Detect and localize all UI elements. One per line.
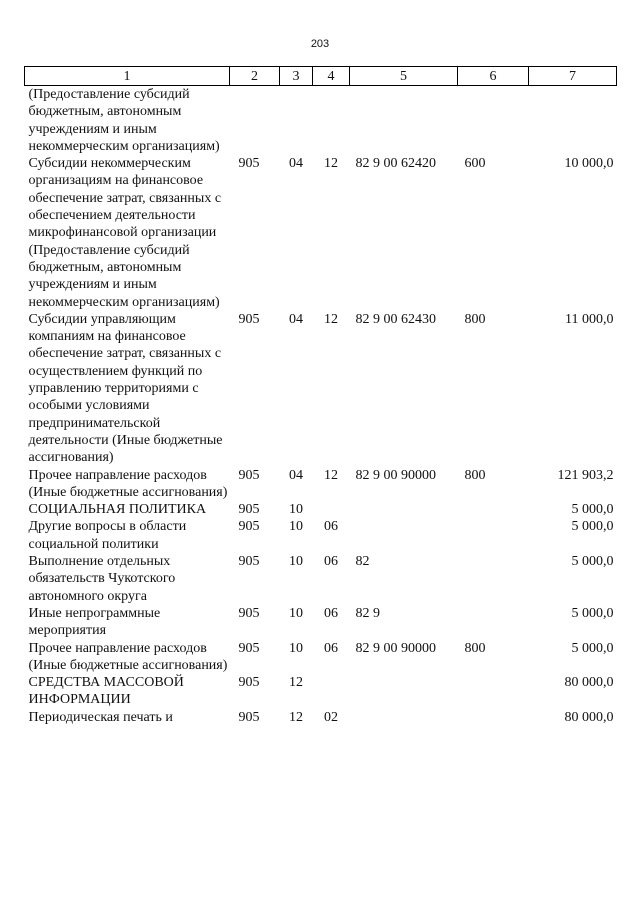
ministry-code: 905 [238,502,260,518]
section-code: 10 [289,640,303,656]
table-row [25,501,617,518]
expense-type [458,674,529,709]
item-name: Другие вопросы в области социальной политики [28,519,187,552]
col-header: 1 [25,67,230,86]
amount: 80 000,0 [564,709,614,725]
section-code: 12 [289,675,303,691]
amount: 10 000,0 [564,156,614,172]
amount: 5 000,0 [571,502,614,518]
subsection-code: 06 [324,640,338,656]
target-article [350,709,458,726]
section-code: 04 [289,467,303,483]
col-header: 3 [280,67,313,86]
item-name: Прочее направление расходов (Иные бюджетные ассигнования) [28,640,228,673]
amount [529,86,617,156]
target-article [350,501,458,518]
amount: 121 903,2 [557,467,614,483]
subsection-code: 06 [324,519,338,535]
subsection-code [313,674,350,709]
expense-type [458,605,529,640]
ministry-code: 905 [238,554,260,570]
item-name: Субсидии управляющим компаниям на финансовое обеспечение затрат, связанных с осуществлением функций по управлению территориями с особыми условиями предпринимательской деятельности (Иные бюджетные ассигнования) [28,311,223,466]
amount: 80 000,0 [564,675,614,691]
table-row [25,709,617,726]
subsection-code: 12 [324,311,338,327]
ministry-code: 905 [238,519,260,535]
table-row [25,311,617,467]
ministry-code [230,86,280,156]
target-article [350,518,458,553]
item-name: Периодическая печать и [28,709,173,725]
page-number: 203 [310,38,330,50]
target-article: 82 9 [355,605,380,621]
section-code: 10 [289,519,303,535]
amount: 5 000,0 [571,519,614,535]
table-row [25,155,617,311]
col-header: 2 [230,67,280,86]
target-article [350,674,458,709]
amount: 5 000,0 [571,605,614,621]
expense-type: 800 [464,467,486,483]
subsection-code: 06 [324,605,338,621]
subsection-code: 02 [324,709,338,725]
col-header: 6 [458,67,529,86]
target-article: 82 9 00 62430 [355,311,436,327]
table-row [25,605,617,640]
item-name: Прочее направление расходов (Иные бюджетные ассигнования) [28,467,228,500]
item-name: (Предоставление субсидий бюджетным, автономным учреждениям и иным некоммерческим организациям) [28,87,220,154]
ministry-code: 905 [238,156,260,172]
subsection-code: 06 [324,554,338,570]
expense-type [458,518,529,553]
ministry-code: 905 [238,311,260,327]
section-code [280,86,313,156]
col-header: 7 [529,67,617,86]
expense-type: 800 [464,311,486,327]
expense-type [458,709,529,726]
section-code: 10 [289,554,303,570]
section-code: 10 [289,502,303,518]
header-row [25,67,617,86]
ministry-code: 905 [238,605,260,621]
subsection-code [313,86,350,156]
ministry-code: 905 [238,467,260,483]
item-name: Субсидии некоммерческим организациям на финансовое обеспечение затрат, связанных с обеспечением деятельности микрофинансовой организации (Предоставление субсидий бюджетным, автономным учреждениям и иным некоммерческим организациям) [28,156,222,310]
table-row [25,86,617,156]
target-article: 82 [355,554,370,570]
ministry-code: 905 [238,709,260,725]
item-name: СРЕДСТВА МАССОВОЙ ИНФОРМАЦИИ [28,675,184,708]
ministry-code: 905 [238,640,260,656]
target-article: 82 9 00 90000 [355,640,436,656]
section-code: 04 [289,156,303,172]
target-article [350,86,458,156]
table-row [25,518,617,553]
section-code: 04 [289,311,303,327]
expense-type [458,86,529,156]
amount: 11 000,0 [565,311,614,327]
item-name: Иные непрограммные мероприятия [28,605,161,639]
table-row [25,467,617,502]
section-code: 10 [289,605,303,621]
section-code: 12 [289,709,303,725]
amount: 5 000,0 [571,640,614,656]
expense-type [458,501,529,518]
subsection-code [313,501,350,518]
amount: 5 000,0 [571,554,614,570]
expense-type: 600 [464,156,486,172]
table-row [25,553,617,605]
expense-type [458,553,529,605]
col-header: 4 [313,67,350,86]
budget-table [24,66,617,726]
table-row [25,674,617,709]
subsection-code: 12 [324,156,338,172]
item-name: Выполнение отдельных обязательств Чукотского автономного округа [28,554,176,604]
ministry-code: 905 [238,675,260,691]
target-article: 82 9 00 62420 [355,156,436,172]
table-row [25,640,617,675]
subsection-code: 12 [324,467,338,483]
col-header: 5 [350,67,458,86]
item-name: СОЦИАЛЬНАЯ ПОЛИТИКА [28,502,207,518]
target-article: 82 9 00 90000 [355,467,436,483]
expense-type: 800 [464,640,486,656]
